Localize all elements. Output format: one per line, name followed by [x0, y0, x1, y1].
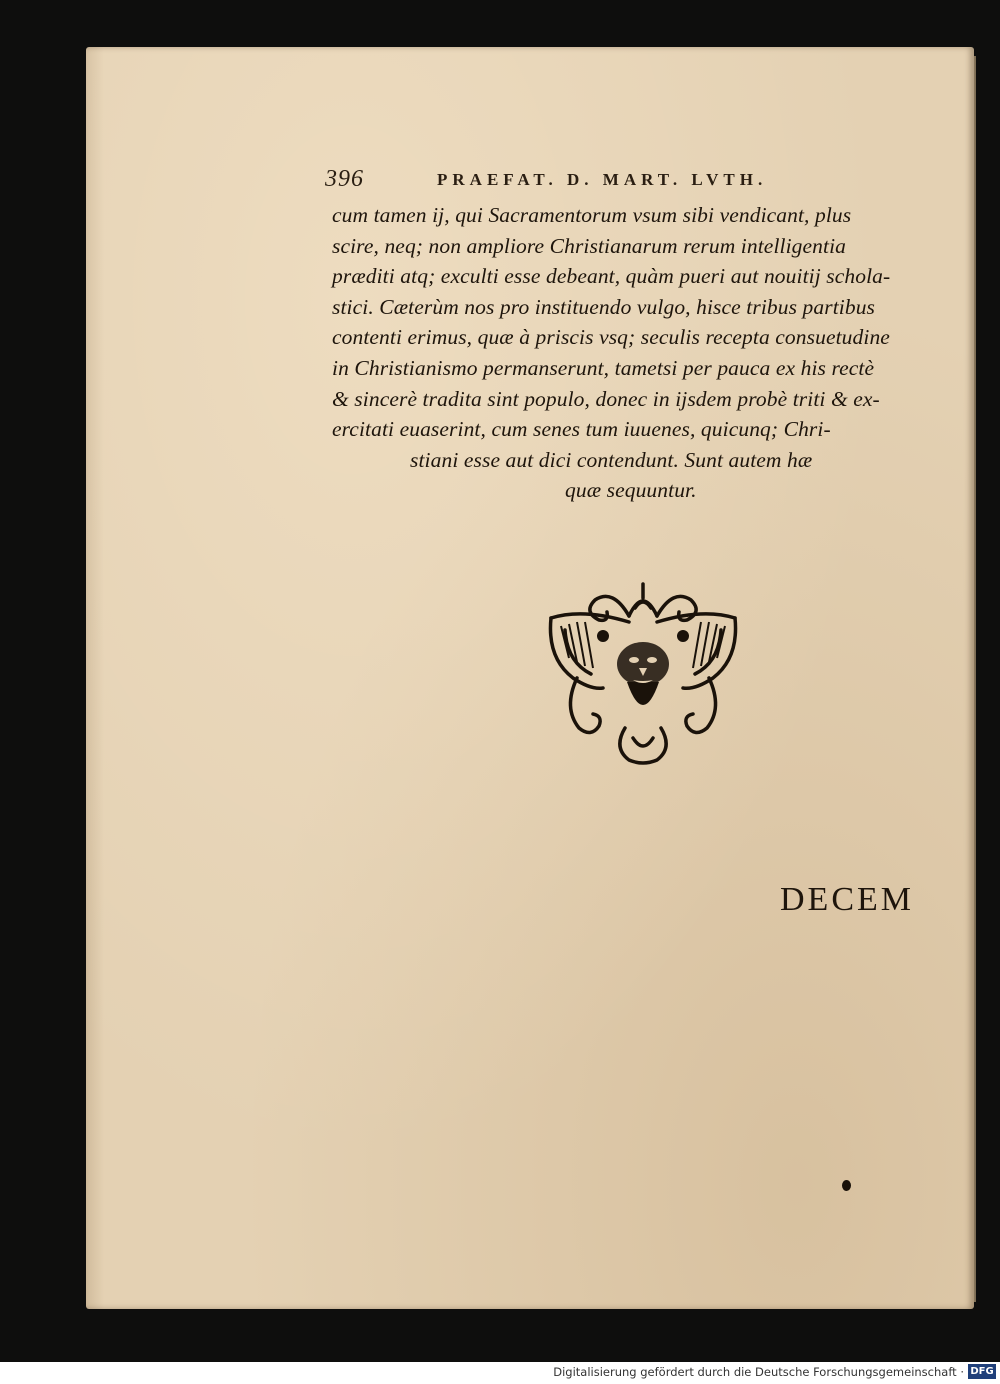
- text-line: scire, neq; non ampliore Christianarum rerum intelligentia: [332, 233, 846, 258]
- ink-spot: [842, 1180, 851, 1191]
- running-head: [325, 166, 885, 192]
- text-line: ercitati euaserint, cum senes tum iuuenes, quicunq; Chri-: [332, 417, 831, 442]
- text-line: & sincerè tradita sint populo, donec in ijsdem probè triti & ex-: [332, 386, 880, 411]
- page-number: 396: [325, 166, 364, 192]
- footer-credit: Digitalisierung gefördert durch die Deutsche Forschungsgemeinschaft ·: [553, 1365, 964, 1379]
- text-line: cum tamen ij, qui Sacramentorum vsum sibi vendicant, plus: [332, 203, 852, 227]
- text-line: contenti erimus, quæ à priscis vsq; seculis recepta consuetudine: [332, 325, 890, 350]
- mask-ornament-icon: [543, 578, 743, 766]
- body-text: [332, 200, 952, 506]
- text-line: præditi atq; exculti esse debeant, quàm pueri aut nouitij schola-: [332, 264, 891, 289]
- text-line: quæ sequuntur.: [565, 478, 697, 503]
- dfg-logo: DFG: [968, 1364, 996, 1379]
- text-line: stiani esse aut dici contendunt. Sunt autem hæ: [410, 447, 813, 472]
- text-line: stici. Cæterùm nos pro instituendo vulgo, hisce tribus partibus: [332, 294, 876, 319]
- catchword: DECEM: [780, 881, 914, 918]
- running-head-title: PRAEFAT. D. MART. LVTH.: [437, 170, 768, 189]
- text-line: in Christianismo permanserunt, tametsi per pauca ex his rectè: [332, 355, 875, 380]
